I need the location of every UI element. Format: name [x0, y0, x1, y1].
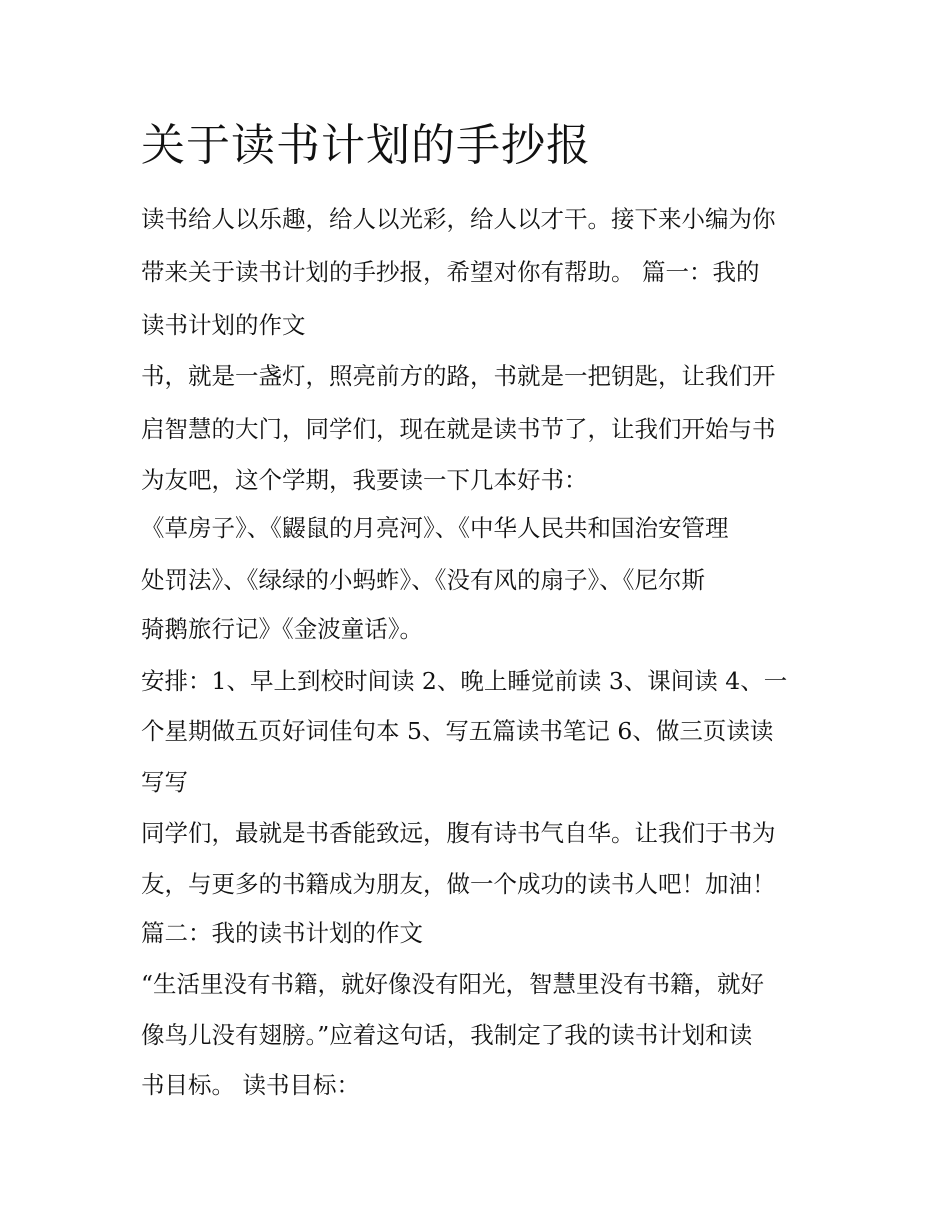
body-line-4: 书，就是一盏灯，照亮前方的路，书就是一把钥匙，让我们开 [141, 362, 776, 390]
body-line-12: 写写 [141, 768, 188, 796]
body-line-16: “生活里没有书籍，就好像没有阳光，智慧里没有书籍，就好 [141, 970, 765, 998]
body-line-9: 骑鹅旅行记》《金波童话》。 [141, 615, 423, 643]
body-line-6: 为友吧，这个学期，我要读一下几本好书： [141, 466, 588, 494]
body-line-8: 处罚法》、《绿绿的小蚂蚱》、《没有风的扇子》、《尼尔斯 [141, 566, 705, 594]
body-line-14: 友，与更多的书籍成为朋友，做一个成功的读书人吧！加油！ [141, 870, 776, 898]
body-line-3: 读书计划的作文 [141, 311, 306, 339]
body-line-15: 篇二：我的读书计划的作文 [141, 919, 423, 947]
body-line-1: 读书给人以乐趣，给人以光彩，给人以才干。接下来小编为你 [141, 205, 776, 233]
body-line-11: 个星期做五页好词佳句本 5、写五篇读书笔记 6、做三页读读 [141, 717, 774, 745]
body-line-17: 像鸟儿没有翅膀。”应着这句话，我制定了我的读书计划和读 [141, 1021, 753, 1049]
body-line-10: 安排：1、早上到校时间读 2、晚上睡觉前读 3、课间读 4、一 [141, 667, 788, 695]
body-line-18: 书目标。 读书目标： [141, 1071, 360, 1099]
document-title: 关于读书计划的手抄报 [141, 120, 591, 171]
body-line-13: 同学们，最就是书香能致远，腹有诗书气自华。让我们于书为 [141, 819, 776, 847]
body-line-5: 启智慧的大门，同学们，现在就是读书节了，让我们开始与书 [141, 415, 776, 443]
body-line-7: 《草房子》、《鼹鼠的月亮河》、《中华人民共和国治安管理 [141, 514, 729, 542]
body-line-2: 带来关于读书计划的手抄报，希望对你有帮助。 篇一：我的 [141, 258, 760, 286]
